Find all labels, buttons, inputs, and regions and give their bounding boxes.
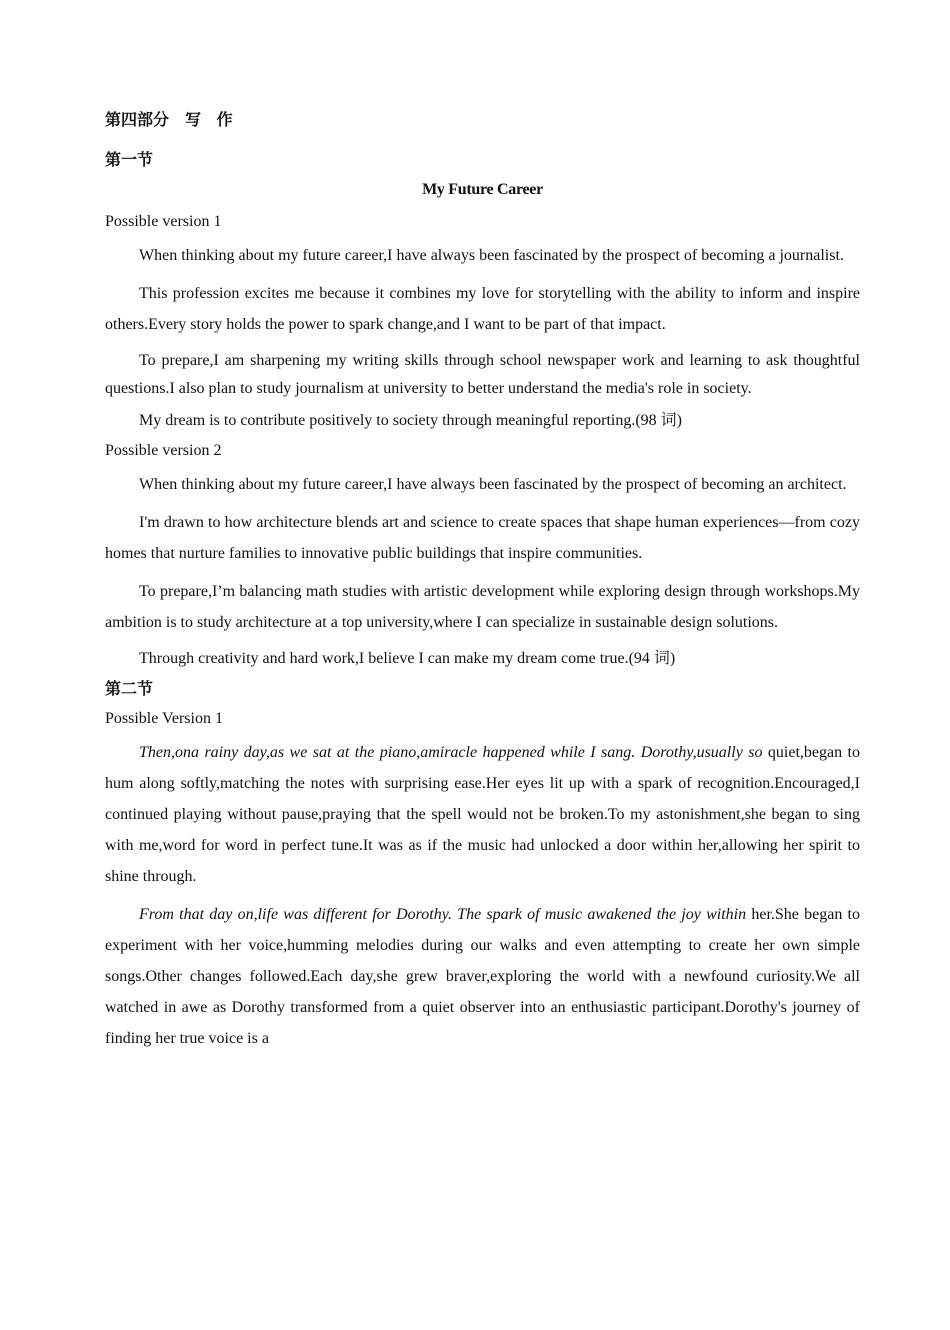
v1-paragraph-3: To prepare,I am sharpening my writing skills through school newspaper work and learning to ask thoughtful questions.I also plan to study journalism at university to better understand the media's role in society. [105,352,860,397]
section2-heading: 第二节 [105,679,154,698]
p1-italic-lead: Then,ona rainy day,as we sat at the piano,amiracle happened while I sang. Dorothy,usually so [139,744,763,761]
p2-body: her.She began to experiment with her voice,humming melodies during our walks and even attempting to create her own simple songs.Other changes followed.Each day,she grew braver,exploring the world with a newfound curiosity.We all watched in awe as Dorothy transformed from a quiet observer into an enthusiastic participant.Dorothy's journey of finding her true voice is a [105,906,860,1047]
v2-paragraph-1: When thinking about my future career,I have always been fascinated by the prospect of becoming an architect. [139,476,847,493]
part-heading: 第四部分 写 作 [105,110,233,129]
document-page [105,108,860,1061]
p1-body: quiet,began to hum along softly,matching the notes with surprising ease.Her eyes lit up with a spark of recognition.Encouraged,I continued playing without pause,praying that the spell would not be broken.To my astonishment,she began to sing with me,word for word in perfect tune.It was as if the music had unlocked a door within her,allowing her spirit to shine through. [105,744,860,885]
section2-version1-label: Possible Version 1 [105,710,223,727]
version1-label: Possible version 1 [105,213,222,230]
section1-heading: 第一节 [105,150,154,169]
v2-paragraph-4: Through creativity and hard work,I believe I can make my dream come true.(94 词) [139,650,676,667]
continuation-paragraph-2 [105,899,860,1054]
v1-paragraph-1: When thinking about my future career,I have always been fascinated by the prospect of becoming a journalist. [139,247,844,264]
v2-paragraph-2: I'm drawn to how architecture blends art and science to create spaces that shape human experiences—from cozy homes that nurture families to innovative public buildings that inspire communities. [105,514,860,562]
version2-label: Possible version 2 [105,442,222,459]
v1-paragraph-2: This profession excites me because it combines my love for storytelling with the ability to inform and inspire others.Every story holds the power to spark change,and I want to be part of that impact. [105,285,860,333]
v2-paragraph-3: To prepare,I’m balancing math studies with artistic development while exploring design through workshops.My ambition is to study architecture at a top university,where I can specialize in sustainable design solutions. [105,583,860,631]
continuation-paragraph-1 [105,737,860,892]
v1-paragraph-4: My dream is to contribute positively to society through meaningful reporting.(98 词) [139,412,683,429]
essay-title: My Future Career [422,181,543,198]
p2-italic-lead: From that day on,life was different for Dorothy. The spark of music awakened the joy within [139,906,747,923]
